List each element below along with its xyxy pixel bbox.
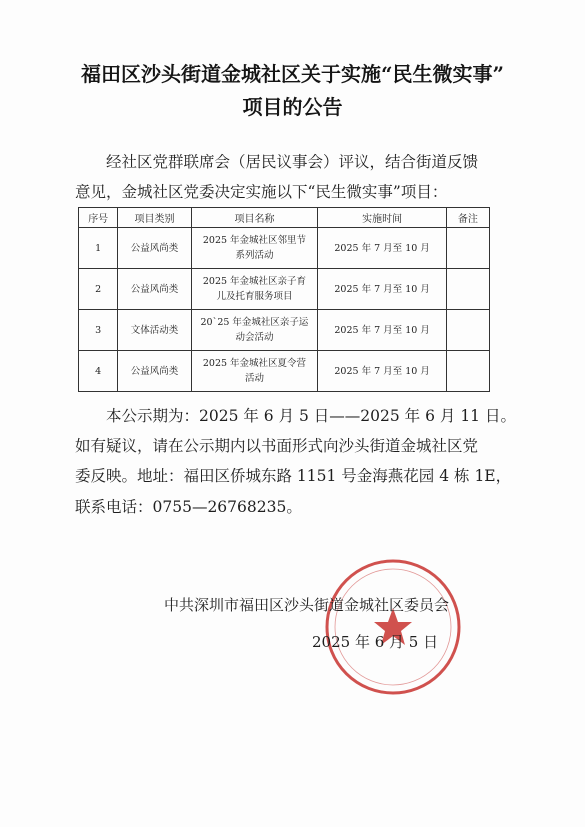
row-no: 4: [79, 351, 118, 392]
intro-line2: 意见，金城社区党委决定实施以下“民生微实事”项目：: [75, 183, 448, 201]
signature-date: 2025 年 6 月 5 日: [312, 633, 439, 651]
row-no: 3: [79, 310, 118, 351]
row-name-line1: 2025 年金城社区亲子育: [202, 276, 307, 287]
row-name: [191, 351, 318, 392]
notice-title-line1: 福田区沙头街道金城社区关于实施“民生微实事”: [80, 62, 504, 86]
row-note: [446, 269, 489, 310]
row-name-line1: 2025 年金城社区夏令营: [202, 358, 307, 369]
row-name-line2: 动会活动: [235, 332, 274, 343]
header-period: 实施时间: [318, 208, 446, 228]
row-name: [191, 269, 318, 310]
row-name-line1: 2025 年金城社区邻里节: [202, 235, 307, 246]
row-period: 2025 年 7 月至 10 月: [318, 351, 446, 392]
row-name-line1: 20`25 年金城社区亲子运: [200, 317, 309, 328]
table-row: [79, 269, 490, 310]
row-no: 1: [79, 228, 118, 269]
row-name: [191, 310, 318, 351]
row-category: 文体活动类: [118, 310, 191, 351]
row-name-line2: 系列活动: [235, 250, 274, 261]
row-period: 2025 年 7 月至 10 月: [318, 228, 446, 269]
header-category: 项目类别: [118, 208, 191, 228]
table-header-row: [79, 208, 490, 228]
official-seal: [322, 556, 464, 698]
row-period: 2025 年 7 月至 10 月: [318, 310, 446, 351]
table-row: [79, 310, 490, 351]
row-category: 公益风尚类: [118, 228, 191, 269]
row-note: [446, 351, 489, 392]
row-note: [446, 310, 489, 351]
row-note: [446, 228, 489, 269]
table-row: [79, 228, 490, 269]
row-name: [191, 228, 318, 269]
publicity-line3: 委反映。地址：福田区侨城东路 1151 号金海燕花园 4 栋 1E，: [75, 467, 512, 485]
row-no: 2: [79, 269, 118, 310]
table-row: [79, 351, 490, 392]
row-name-line2: 活动: [244, 373, 264, 384]
header-name: 项目名称: [191, 208, 318, 228]
intro-line1: 经社区党群联席会（居民议事会）评议，结合街道反馈: [106, 153, 479, 171]
notice-title-line2: 项目的公告: [242, 95, 343, 119]
header-note: 备注: [446, 208, 489, 228]
publicity-line4: 联系电话：0755—26768235。: [75, 498, 302, 516]
row-category: 公益风尚类: [118, 269, 191, 310]
publicity-line2: 如有疑议，请在公示期内以书面形式向沙头街道金城社区党: [75, 437, 479, 455]
row-name-line2: 儿及托育服务项目: [216, 291, 293, 302]
project-table: [78, 207, 490, 392]
row-period: 2025 年 7 月至 10 月: [318, 269, 446, 310]
publicity-line1: 本公示期为：2025 年 6 月 5 日——2025 年 6 月 11 日。: [106, 407, 516, 425]
header-no: 序号: [79, 208, 118, 228]
signature-org: 中共深圳市福田区沙头街道金城社区委员会: [164, 596, 450, 614]
row-category: 公益风尚类: [118, 351, 191, 392]
